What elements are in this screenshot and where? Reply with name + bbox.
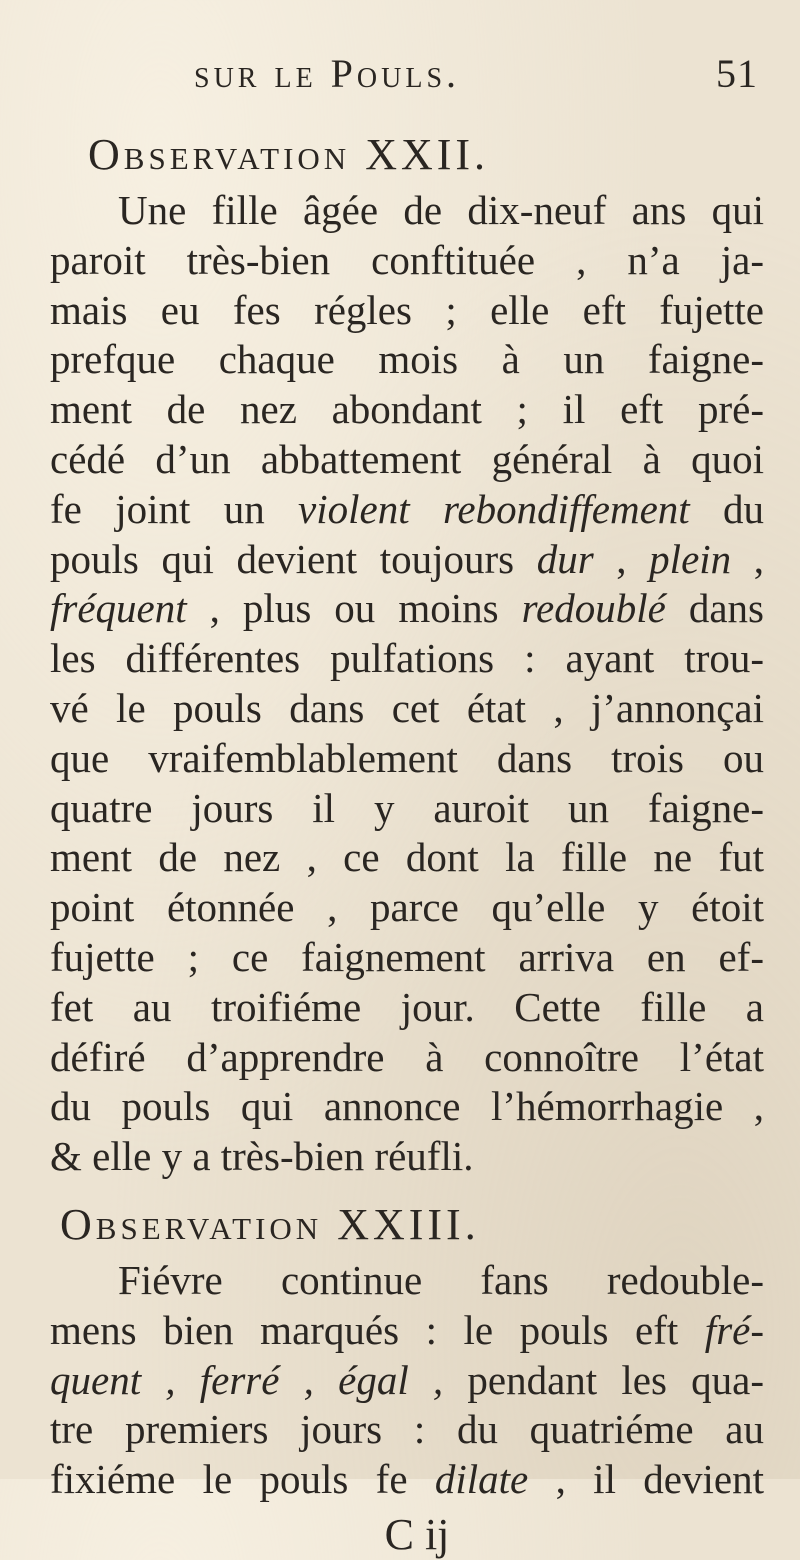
- running-title: sur le Pouls.: [194, 51, 461, 96]
- text-line: Fiévre continue fans redouble-: [118, 1256, 764, 1303]
- text-line: que vraifemblablement dans trois ou: [50, 734, 764, 781]
- page-number: 51: [716, 51, 758, 96]
- text-segment: fixiéme le pouls fe: [50, 1456, 435, 1503]
- text-line: [50, 535, 764, 585]
- text-segment: fe joint un: [50, 485, 299, 532]
- text-segment: pouls qui devient toujours: [50, 535, 537, 582]
- text-line: cédé d’un abbattement général à quoi: [50, 435, 764, 482]
- italic-segment: fré-: [704, 1306, 764, 1353]
- text-line: défiré d’apprendre à connoître l’état: [50, 1033, 764, 1080]
- text-line: fet au troifiéme jour. Cette fille a: [50, 983, 764, 1030]
- text-segment: dans: [665, 585, 764, 632]
- text-line: prefque chaque mois à un faigne-: [50, 336, 764, 383]
- text-line: ment de nez , ce dont la fille ne fut: [50, 834, 764, 881]
- italic-segment: violent rebondiffement: [298, 485, 690, 532]
- text-line: quatre jours il y auroit un faigne-: [50, 784, 764, 831]
- text-line: ment de nez abondant ; il eft pré-: [50, 386, 764, 433]
- text-line: paroit très-bien conftituée , n’a ja-: [50, 236, 764, 283]
- italic-segment: dilate: [434, 1456, 529, 1503]
- text-segment: mens bien marqués : le pouls eft: [50, 1306, 705, 1353]
- text-segment: ,: [593, 535, 650, 582]
- running-head: [50, 50, 764, 110]
- signature-mark: C ij: [384, 1509, 450, 1559]
- text-line: fujette ; ce faignement arriva en ef-: [50, 933, 764, 980]
- text-line: les différentes pulfations : ayant trou-: [50, 635, 764, 682]
- italic-segment: quent , ferré , égal ,: [50, 1356, 444, 1403]
- observation-23-text: [50, 1256, 764, 1505]
- text-line: Une fille âgée de dix-neuf ans qui: [118, 187, 764, 233]
- observation-22-text: [50, 186, 764, 1182]
- text-segment: , il devient: [528, 1456, 764, 1503]
- italic-segment: plein: [649, 535, 732, 582]
- text-line: du pouls qui annonce l’hémorrhagie ,: [50, 1083, 764, 1130]
- observation-22-heading: Observation XXII.: [88, 130, 490, 179]
- text-line: [50, 1455, 764, 1505]
- italic-segment: fréquent: [50, 585, 187, 632]
- italic-segment: redoublé: [521, 585, 666, 632]
- text-line: & elle y a très-bien réufli.: [50, 1133, 474, 1180]
- text-line: mais eu fes régles ; elle eft fujette: [50, 286, 764, 333]
- text-line: [50, 1306, 764, 1356]
- text-line: [50, 485, 764, 535]
- text-segment: ,: [731, 535, 764, 582]
- text-line: [50, 1356, 764, 1406]
- text-line: tre premiers jours : du quatriéme au: [50, 1406, 764, 1453]
- text-line: point étonnée , parce qu’elle y étoit: [50, 884, 764, 931]
- text-segment: pendant les qua-: [443, 1356, 764, 1403]
- italic-segment: dur: [536, 535, 594, 582]
- text-segment: du: [689, 485, 764, 532]
- text-line: [50, 584, 764, 634]
- text-segment: , plus ou moins: [186, 585, 522, 632]
- observation-23-heading: Observation XXIII.: [60, 1199, 480, 1249]
- text-line: vé le pouls dans cet état , j’annonçai: [50, 684, 764, 731]
